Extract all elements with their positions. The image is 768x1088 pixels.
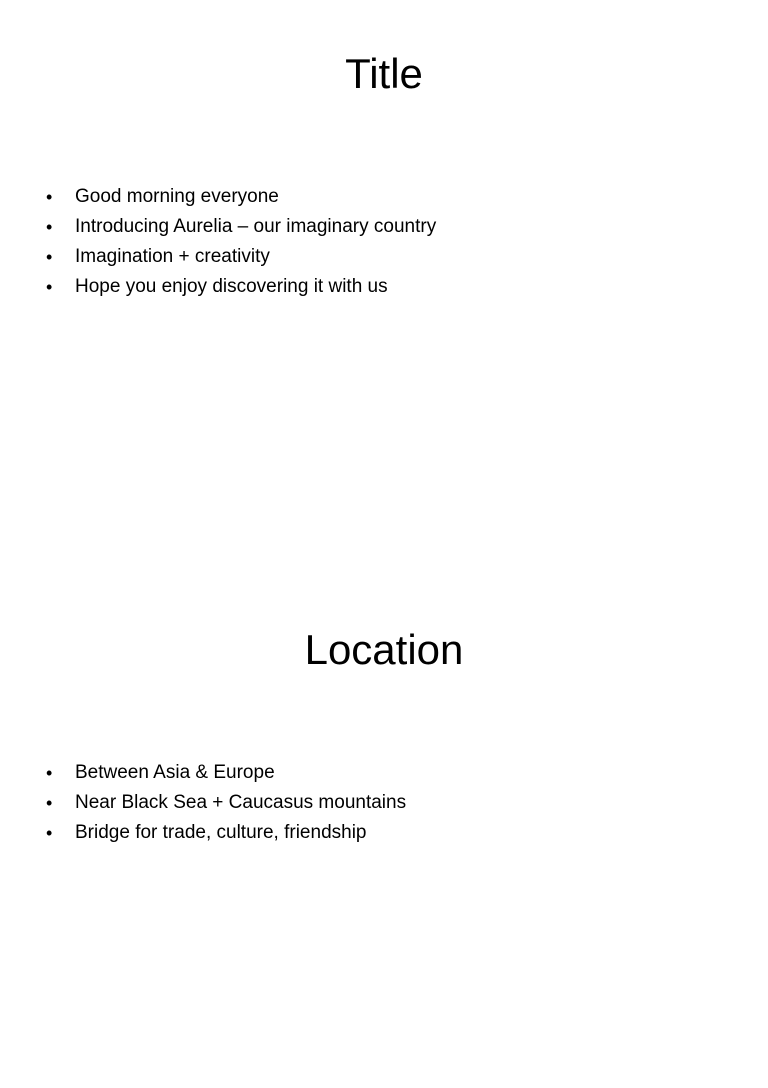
bullet-text: Imagination + creativity xyxy=(75,246,270,267)
bullet-text: Between Asia & Europe xyxy=(75,762,275,783)
slide-1 xyxy=(0,0,768,512)
bullet-icon: • xyxy=(46,277,53,297)
bullet-item xyxy=(46,758,406,788)
bullet-icon: • xyxy=(46,823,53,843)
bullet-text: Near Black Sea + Caucasus mountains xyxy=(75,792,407,813)
bullet-list xyxy=(46,758,406,848)
bullet-item xyxy=(46,212,436,242)
bullet-item xyxy=(46,242,436,272)
slide-title: Location xyxy=(304,626,464,673)
slide-2 xyxy=(0,576,768,1088)
bullet-item xyxy=(46,788,406,818)
bullet-icon: • xyxy=(46,763,53,783)
bullet-list xyxy=(46,182,436,302)
bullet-text: Bridge for trade, culture, friendship xyxy=(75,822,367,843)
slide-title: Title xyxy=(345,50,423,97)
bullet-icon: • xyxy=(46,793,53,813)
bullet-item xyxy=(46,182,436,212)
bullet-item xyxy=(46,272,436,302)
bullet-icon: • xyxy=(46,247,53,267)
bullet-text: Introducing Aurelia – our imaginary country xyxy=(75,216,437,237)
bullet-item xyxy=(46,818,406,848)
bullet-text: Good morning everyone xyxy=(75,186,279,207)
bullet-text: Hope you enjoy discovering it with us xyxy=(75,276,388,297)
bullet-icon: • xyxy=(46,187,53,207)
bullet-icon: • xyxy=(46,217,53,237)
